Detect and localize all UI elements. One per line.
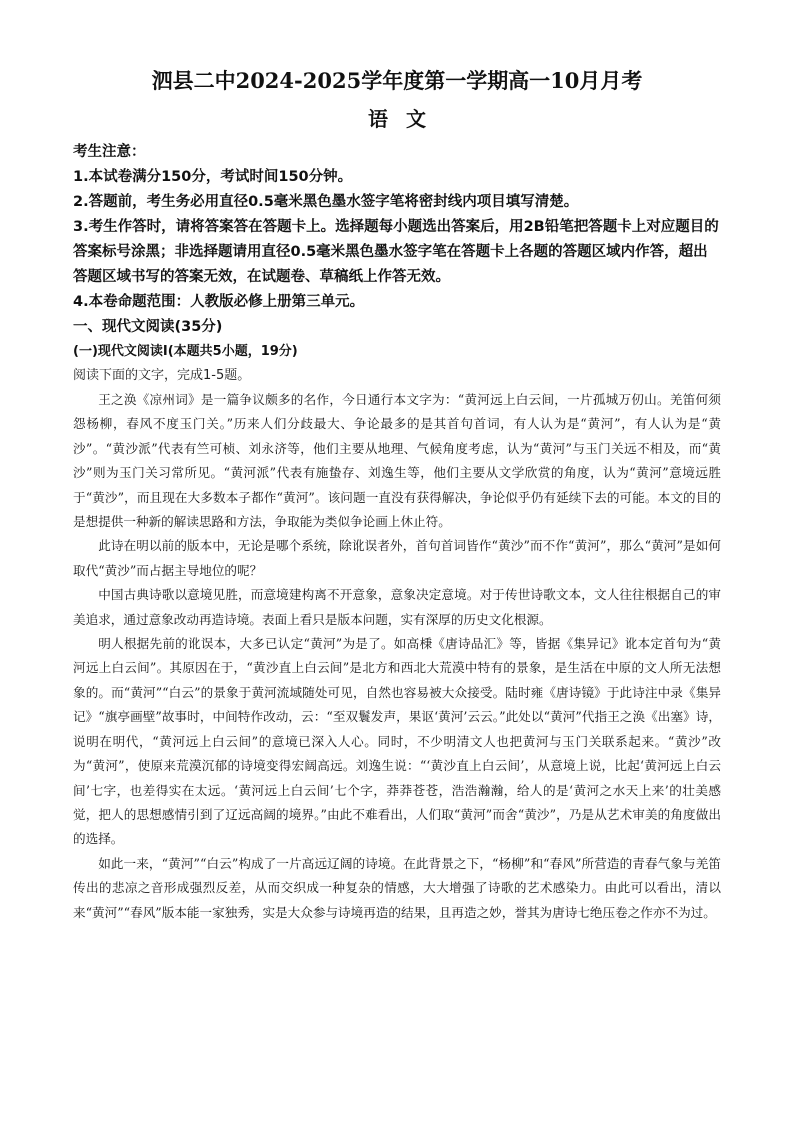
notice-item: 4.本卷命题范围：人教版必修上册第三单元。 xyxy=(73,294,365,310)
exam-page xyxy=(73,66,721,925)
reading-section xyxy=(73,315,721,925)
notice-item: 2.答题前，考生务必用直径0.5毫米黑色墨水签字笔将密封线内项目填写清楚。 xyxy=(73,194,579,210)
subsection-heading: (一)现代文阅读Ⅰ(本题共5小题，19分) xyxy=(73,344,298,359)
notice-block xyxy=(73,140,721,315)
passage-paragraph: 此诗在明以前的版本中，无论是哪个系统，除讹误者外，首句首词皆作“黄沙”而不作“黄河”，那么“黄河”是如何取代“黄沙”而占据主导地位的呢？ xyxy=(73,538,721,578)
reading-instruction: 阅读下面的文字，完成1-5题。 xyxy=(73,368,251,383)
notice-item: 1.本试卷满分150分，考试时间150分钟。 xyxy=(73,169,353,185)
passage-paragraph: 王之涣《凉州词》是一篇争议颇多的名作，今日通行本文字为：“黄河远上白云间，一片孤城万仞山。羌笛何须怨杨柳，春风不度玉门关。”历来人们分歧最大、争论最多的是其首句首词，有人认为是“黄河”，有人认为是“黄沙”。“黄沙派”代表有竺可桢、刘永济等，他们主要从地理、气候角度考虑，认为“黄河”与玉门关远不相及，而“黄沙”则为玉门关习常所见。“黄河派”代表有施蛰存、刘逸生等，他们主要从文学欣赏的角度，认为“黄河”意境远胜于“黄沙”，而且现在大多数本子都作“黄河”。该问题一直没有获得解决，争论似乎仍有延续下去的可能。本文的目的是想提供一种新的解读思路和方法，争取能为类似争论画上休止符。 xyxy=(73,392,721,530)
notice-item: 3.考生作答时，请将答案答在答题卡上。选择题每小题选出答案后，用2B铅笔把答题卡上对应题目的答案标号涂黑；非选择题请用直径0.5毫米黑色墨水签字笔在答题卡上各题的答题区域内作答，超出答题区域书写的答案无效，在试题卷、草稿纸上作答无效。 xyxy=(73,219,719,285)
section-heading: 一、现代文阅读(35分) xyxy=(73,319,223,335)
exam-title: 泗县二中2024-2025学年度第一学期高一10月月考 xyxy=(151,68,643,93)
subject-title: 语文 xyxy=(368,107,444,131)
passage-paragraph: 如此一来，“黄河”“白云”构成了一片高远辽阔的诗境。在此背景之下，“杨柳”和“春风”所营造的青春气象与羌笛传出的悲凉之音形成强烈反差，从而交织成一种复杂的情感，大大增强了诗歌的艺术感染力。由此可以看出，清以来“黄河”“春风”版本能一家独秀，实是大众参与诗境再造的结果，且再造之妙，誉其为唐诗七绝压卷之作亦不为过。 xyxy=(73,855,721,920)
notice-heading: 考生注意： xyxy=(73,144,146,160)
passage-paragraph: 中国古典诗歌以意境见胜，而意境建构离不开意象，意象决定意境。对于传世诗歌文本，文人往往根据自己的审美追求，通过意象改动再造诗境。表面上看只是版本问题，实有深厚的历史文化根源。 xyxy=(73,587,721,627)
passage-paragraph: 明人根据先前的讹误本，大多已认定“黄河”为是了。如高棅《唐诗品汇》等，皆据《集异记》讹本定首句为“黄河远上白云间”。其原因在于，“黄沙直上白云间”是北方和西北大荒漠中特有的景象，是生活在中原的文人所无法想象的。而“黄河”“白云”的景象于黄河流域随处可见，自然也容易被大众接受。陆时雍《唐诗镜》于此诗注中录《集异记》“旗亭画壁”故事时，中间特作改动，云：“至双鬟发声，果讴‘黄河’云云。”此处以“黄河”代指王之涣《出塞》诗，说明在明代，“黄河远上白云间”的意境已深入人心。同时，不少明清文人也把黄河与玉门关联系起来。“黄沙”改为“黄河”，使原来荒漠沉郁的诗境变得宏阔高远。刘逸生说：“‘黄沙直上白云间’，从意境上说，比起‘黄河远上白云间’七字，也差得实在太远。‘黄河远上白云间’七个字，莽莽苍苍，浩浩瀚瀚，给人的是‘黄河之水天上来’的壮美感觉，把人的思想感情引到了辽远高阔的境界。”由此不难看出，人们取“黄河”而舍“黄沙”，乃是从艺术审美的角度做出的选择。 xyxy=(73,636,721,847)
